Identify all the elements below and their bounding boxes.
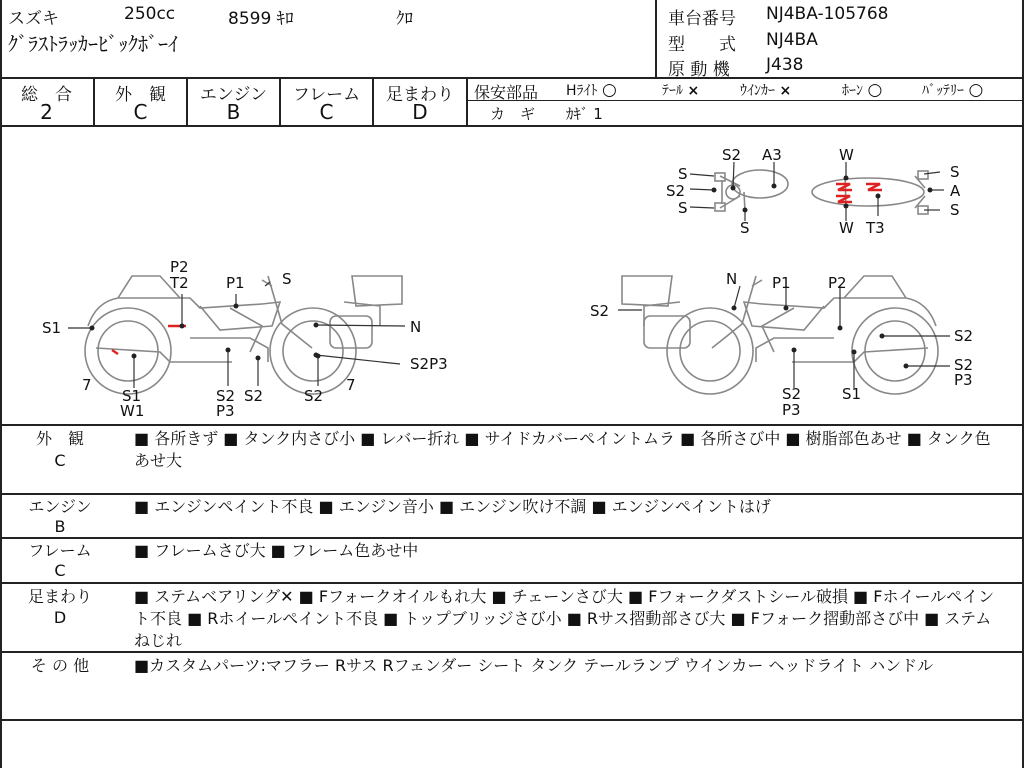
top-label-t3: T3	[866, 219, 885, 237]
left-label-w1: W1	[120, 402, 145, 420]
color: ｸﾛ	[396, 9, 413, 29]
section-frame-label: フレーム	[28, 541, 92, 560]
type-label: 型 式	[668, 35, 736, 55]
safety-row-divider	[468, 100, 1022, 101]
grade-suspension-label: 足まわり	[386, 85, 454, 105]
grade-divider-5	[466, 78, 468, 126]
left-label-s2-b: S2	[244, 387, 264, 405]
right-label-p3-b: P3	[782, 401, 801, 419]
left-label-p2: P2	[170, 258, 189, 276]
top-label-s-1: S	[678, 165, 688, 183]
grade-overall-value: 2	[40, 100, 53, 124]
section-engine-text: ■ エンジンペイント不良 ■ エンジン音小 ■ エンジン吹け不調 ■ エンジンペイントはげ	[134, 497, 771, 516]
divider-engine	[0, 537, 1024, 539]
right-label-p1: P1	[772, 274, 791, 292]
safety-horn-mark: ○	[867, 80, 883, 100]
left-label-s2-c: S2	[304, 387, 324, 405]
section-other-label: そ の 他	[30, 656, 90, 675]
maker: スズキ	[8, 9, 59, 29]
right-label-s2-low: S2	[782, 385, 802, 403]
safety-taillight	[662, 80, 699, 100]
left-label-n: N	[410, 318, 422, 336]
grade-suspension-value: D	[412, 100, 428, 124]
right-label-s2-left: S2	[590, 302, 610, 320]
section-suspension-label: 足まわり	[27, 587, 92, 606]
left-label-s2-a: S2	[216, 387, 236, 405]
damage-marks	[112, 184, 882, 354]
grade-frame-label: フレーム	[292, 85, 361, 105]
top-label-s-4: S	[950, 163, 960, 181]
grade-engine-value: B	[226, 100, 241, 124]
section-other-text: ■カスタムパーツ:マフラー Rサス Rフェンダー シート タンク テールランプ ウインカー ヘッドライト ハンドル	[134, 656, 934, 675]
safety-winker-mark: ×	[779, 83, 792, 99]
safety-headlight	[566, 80, 617, 100]
displacement: 250cc	[124, 4, 176, 24]
left-label-p3: P3	[216, 402, 235, 420]
section-engine-label: エンジン	[28, 497, 92, 516]
top-label-s2-1: S2	[666, 182, 686, 200]
section-suspension-grade: D	[53, 608, 67, 627]
engine-model: J438	[766, 55, 804, 75]
top-label-s-2: S	[678, 199, 688, 217]
grade-appearance-label: 外 観	[115, 85, 166, 105]
top-label-s-3: S	[740, 219, 750, 237]
safety-headlight-mark: ○	[601, 80, 617, 100]
grade-appearance-value: C	[133, 100, 148, 124]
left-label-p1: P1	[226, 274, 245, 292]
safety-headlight-name: Hﾗｲﾄ	[566, 83, 598, 99]
top-label-w-2: W	[839, 219, 854, 237]
key-value: ｶｷﾞ 1	[566, 105, 603, 123]
right-label-p2: P2	[828, 274, 847, 292]
damage-diagram	[0, 126, 1022, 424]
top-label-s-5: S	[950, 201, 960, 219]
engine-model-label: 原 動 機	[668, 60, 730, 80]
section-appearance-text: ■ 各所きず ■ タンク内さび小 ■ レバー折れ ■ サイドカバーペイントムラ ■ 各所さび中 ■ 樹脂部色あせ ■ タンク色あせ大	[134, 429, 991, 470]
safety-horn	[842, 80, 882, 100]
model-name: ｸﾞﾗｽﾄﾗｯｶｰﾋﾞｯｸﾎﾞｰｲ	[8, 32, 178, 56]
left-label-7-a: 7	[82, 376, 92, 394]
safety-battery-mark: ○	[968, 80, 984, 100]
top-label-a3: A3	[762, 146, 782, 164]
grade-frame-value: C	[319, 100, 334, 124]
key-label: カ ギ	[490, 105, 536, 123]
safety-parts-label: 保安部品	[474, 83, 539, 102]
grade-overall-label: 総 合	[21, 85, 72, 105]
top-label-w-1: W	[839, 146, 854, 164]
divider-appearance	[0, 493, 1024, 495]
header-split-line	[655, 0, 657, 78]
left-label-s1-lower: S1	[122, 387, 142, 405]
grade-engine-label: エンジン	[199, 85, 268, 105]
safety-horn-name: ﾎｰﾝ	[842, 83, 863, 99]
safety-battery-name: ﾊﾞｯﾃﾘｰ	[922, 83, 964, 99]
right-label-s1: S1	[842, 385, 862, 403]
section-frame-text: ■ フレームさび大 ■ フレーム色あせ中	[134, 541, 419, 560]
frame-number: NJ4BA-105768	[766, 4, 889, 24]
section-appearance-label: 外 観	[35, 429, 84, 448]
right-label-p3-a: P3	[954, 371, 973, 389]
right-label-s2-upper: S2	[954, 327, 974, 345]
left-label-s1-front: S1	[42, 319, 62, 337]
top-label-s2-2: S2	[722, 146, 742, 164]
divider-header	[0, 77, 1024, 79]
section-appearance-grade: C	[54, 451, 66, 470]
divider-frame	[0, 582, 1024, 584]
left-label-s2p3: S2P3	[410, 355, 448, 373]
section-frame-grade: C	[54, 561, 66, 580]
divider-diagram	[0, 424, 1024, 426]
type-value: NJ4BA	[766, 30, 818, 50]
left-label-t2: T2	[170, 274, 189, 292]
frame-number-label: 車台番号	[668, 9, 736, 29]
bike-top-view	[715, 170, 928, 214]
left-label-s-top: S	[282, 270, 292, 288]
safety-taillight-mark: ×	[687, 83, 700, 99]
section-suspension-text: ■ ステムベアリング✕ ■ Fフォークオイルもれ大 ■ チェーンさび大 ■ Fフォークダストシール破損 ■ Fホイールペイント不良 ■ Rホイールペイント不良 ■ トップブリッジさび小 ■ Rサス摺動部さび大 ■ Fフォーク摺動部さび中 ■ ステムねじれ	[134, 587, 995, 650]
bike-right-view	[622, 276, 938, 394]
top-label-a: A	[950, 182, 961, 200]
section-engine-grade: B	[54, 517, 66, 536]
safety-battery	[922, 80, 983, 100]
right-label-s2-mid: S2	[954, 356, 974, 374]
safety-winker-name: ｳｲﾝｶｰ	[740, 83, 775, 99]
left-label-7-b: 7	[346, 376, 356, 394]
right-label-n: N	[726, 270, 738, 288]
mileage: 8599 ｷﾛ	[228, 9, 294, 29]
divider-other	[0, 719, 1024, 721]
safety-taillight-name: ﾃｰﾙ	[662, 83, 683, 99]
safety-winker	[740, 80, 791, 100]
